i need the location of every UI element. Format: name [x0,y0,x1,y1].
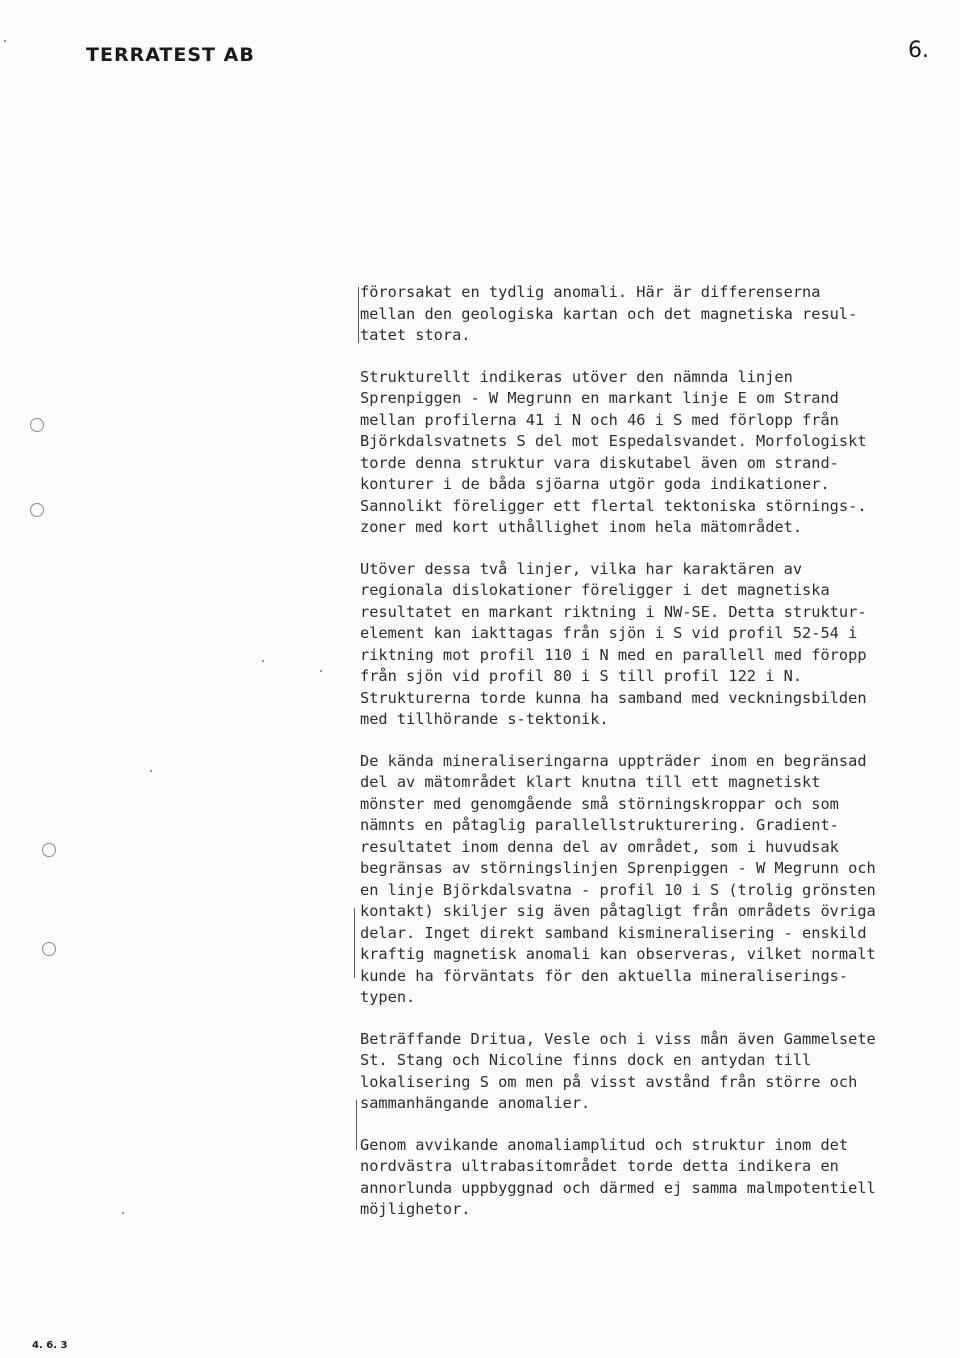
text-line: torde denna struktur vara diskutabel även om strand- [360,453,839,472]
text-line: möjlighetor. [360,1200,471,1218]
text-line: zoner med kort uthållighet inom hela mätområdet. [360,518,803,536]
text-line: en linje Björkdalsvatna - profil 10 i S (trolig grönsten [360,880,876,899]
margin-bracket [356,1100,357,1150]
text-line: St. Stang och Nicoline finns dock en antydan till [360,1051,812,1069]
text-line: mellan profilerna 41 i N och 46 i S med förlopp från [360,410,839,429]
text-line: kontakt) skiljer sig även påtagligt från områdets övriga [360,902,876,920]
text-line: tatet stora. [360,326,471,344]
text-line: nämnts en påtaglig parallellstrukturering. Gradient- [360,816,839,834]
text-line: resultatet inom denna del av området, som i huvudsak [360,837,839,856]
text-line: kunde ha förväntats för den aktuella mineraliserings- [360,966,849,985]
paragraph [360,1029,950,1115]
speck [320,670,322,672]
paragraph [360,1135,950,1221]
speck [122,1212,124,1214]
paragraph [360,367,950,539]
text-line: med tillhörande s-tektonik. [360,710,609,728]
text-line: Genom avvikande anomaliamplitud och struktur inom det [360,1135,849,1154]
footer-code: 4. 6. 3 [32,1340,68,1351]
text-line: delar. Inget direkt samband kismineralisering - enskild [360,923,867,942]
paragraph [360,559,950,731]
text-line: konturer i de båda sjöarna utgör goda indikationer. [360,475,830,493]
text-line: från sjön vid profil 80 i S till profil 122 i N. [360,667,803,685]
punch-hole [42,843,56,857]
text-line: mönster med genomgående små störningskroppar och som [360,794,839,813]
margin-bracket [358,287,359,343]
text-line: mellan den geologiska kartan och det magnetiska resul- [360,304,858,323]
text-line: regionala dislokationer föreligger i det magnetiska [360,581,830,599]
punch-hole [42,942,56,956]
document-body [360,282,950,1241]
paragraph [360,751,950,1009]
text-line: Utöver dessa två linjer, vilka har karaktären av [360,559,803,578]
text-line: typen. [360,988,416,1006]
text-line: sammanhängande anomalier. [360,1094,591,1112]
text-line: nordvästra ultrabasitområdet torde detta indikera en [360,1157,839,1175]
punch-hole [30,418,44,432]
text-line: del av mätområdet klart knutna till ett magnetiskt [360,773,821,791]
margin-bracket [354,908,355,978]
text-line: element kan iakttagas från sjön i S vid profil 52-54 i [360,624,858,642]
paragraph [360,282,950,347]
text-line: kraftig magnetisk anomali kan observeras, vilket normalt [360,945,876,963]
speck [150,770,152,772]
punch-hole [30,503,44,517]
text-line: Strukturerna torde kunna ha samband med veckningsbilden [360,688,867,707]
text-line: Björkdalsvatnets S del mot Espedalsvandet. Morfologiskt [360,432,867,450]
speck [262,660,264,662]
text-line: riktning mot profil 110 i N med en parallell med föropp [360,645,867,664]
page-number: 6. [908,38,929,63]
speck [4,40,6,42]
text-line: Beträffande Dritua, Vesle och i viss mån även Gammelsete [360,1029,876,1048]
text-line: resultatet en markant riktning i NW-SE. Detta struktur- [360,602,867,621]
text-line: lokalisering S om men på visst avstånd från större och [360,1072,858,1091]
text-line: Sannolikt föreligger ett flertal tektoniska störnings-. [360,496,867,515]
text-line: Sprenpiggen - W Megrunn en markant linje E om Strand [360,389,839,407]
text-line: begränsas av störningslinjen Sprenpiggen - W Megrunn och [360,859,876,877]
text-line: Strukturellt indikeras utöver den nämnda linjen [360,367,793,386]
company-logo: TERRATEST AB [86,44,255,66]
text-line: annorlunda uppbyggnad och därmed ej samma malmpotentiell [360,1178,876,1197]
text-line: förorsakat en tydlig anomali. Här är differenserna [360,283,821,301]
text-line: De kända mineraliseringarna uppträder inom en begränsad [360,751,867,770]
